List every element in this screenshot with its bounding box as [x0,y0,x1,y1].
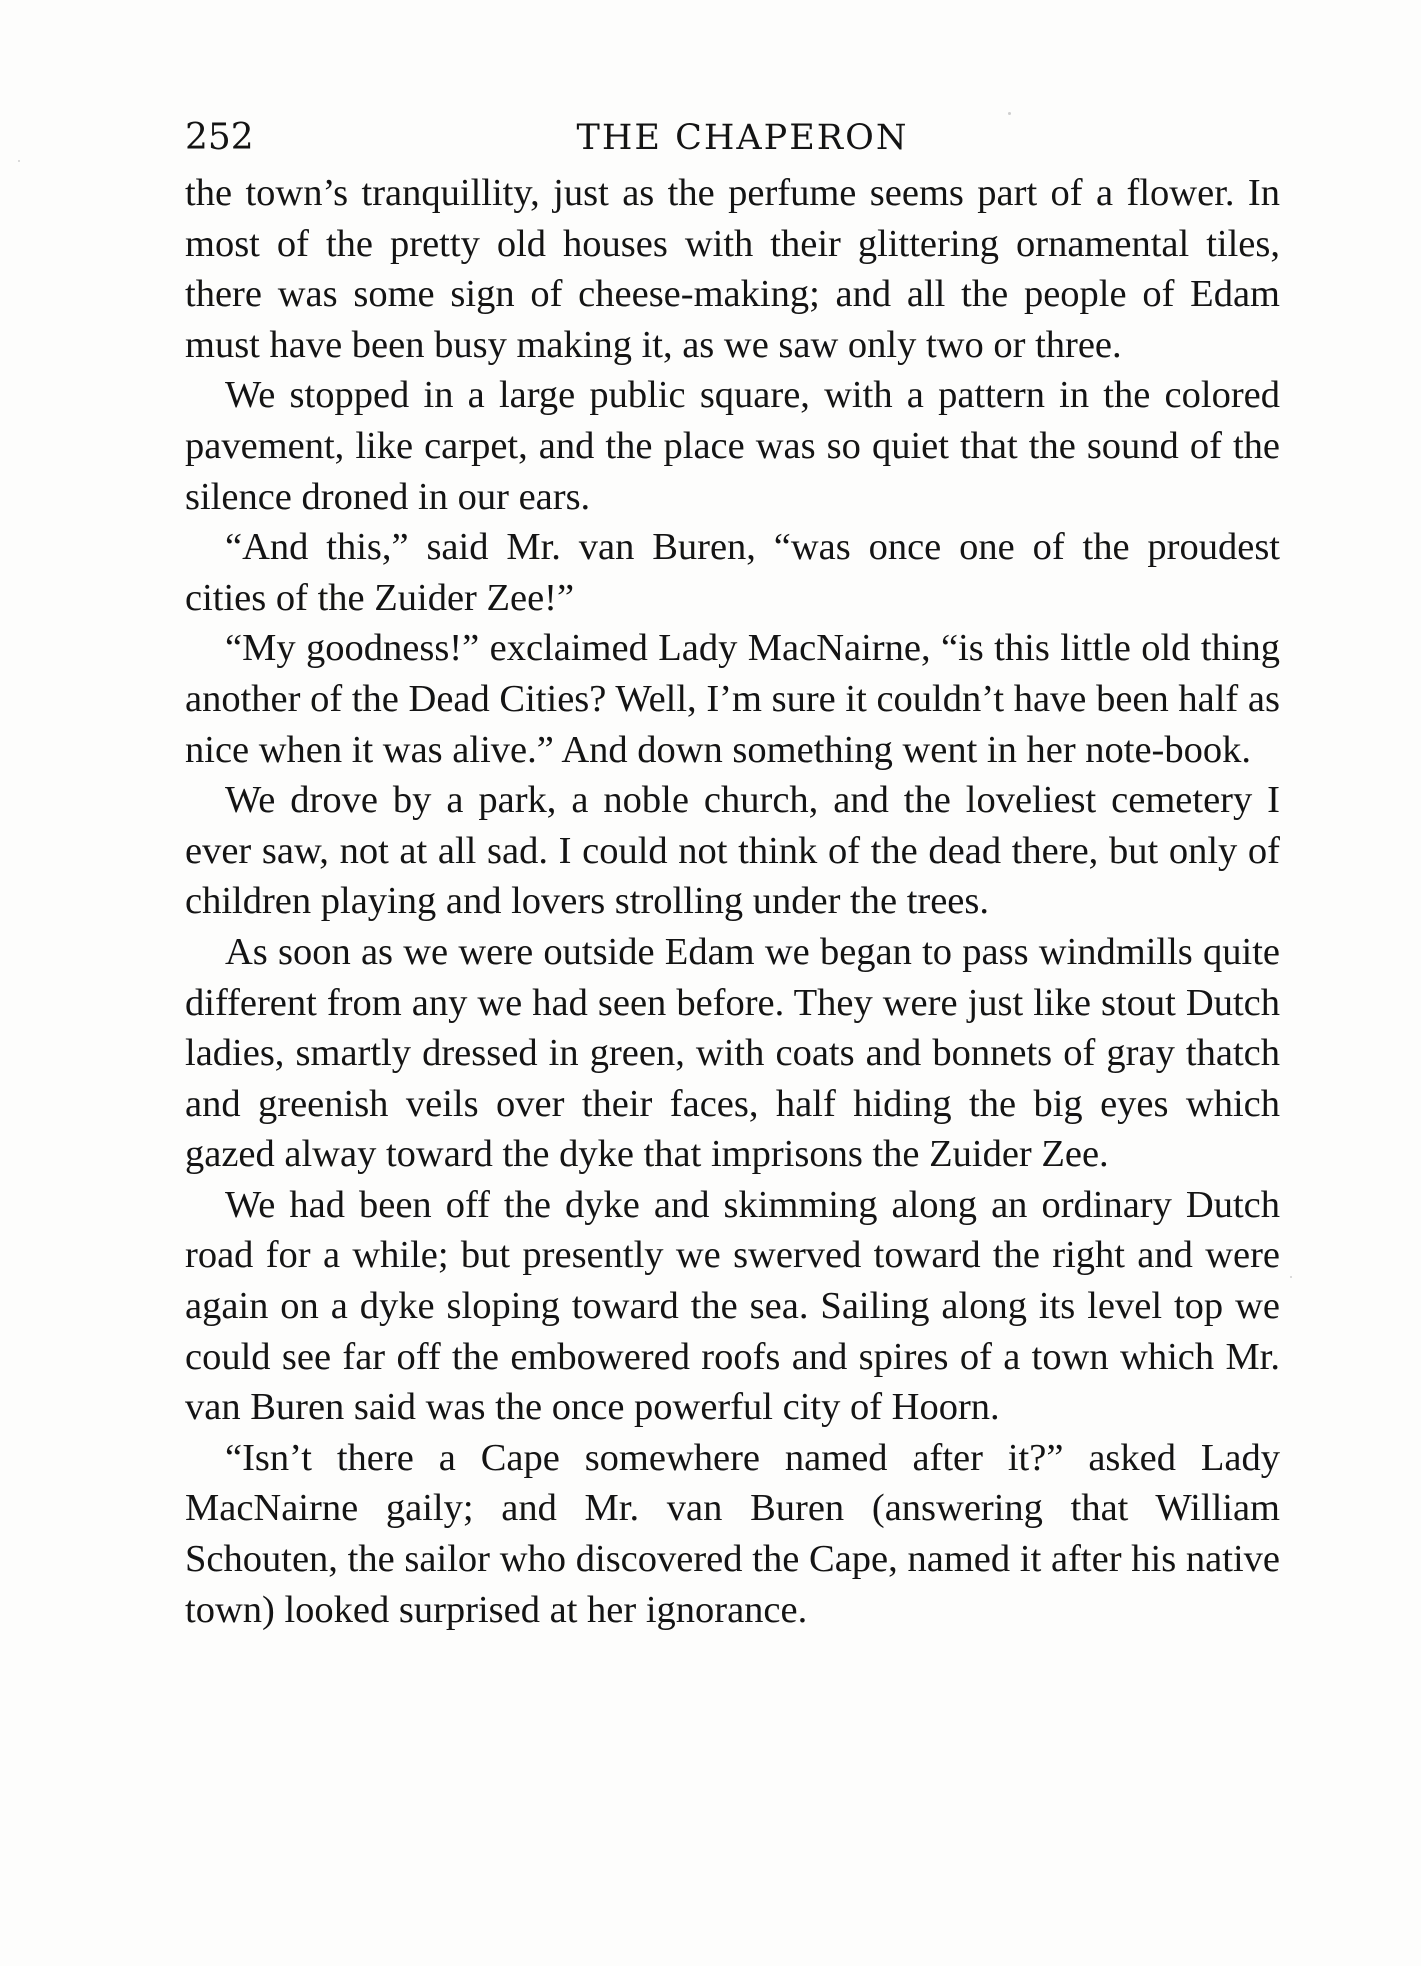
paper-speck [1008,112,1011,115]
paragraph: We drove by a park, a noble church, and the loveliest cemetery I ever saw, not at all sad. I could not think of the dead there, but only of children playing and lovers strolling under the trees. [185,779,1280,923]
body-text [185,168,1280,1635]
paper-speck [18,160,20,162]
paragraph: the town’s tranquillity, just as the perfume seems part of a flower. In most of the pretty old houses with their glittering ornamental tiles, there was some sign of cheese-making; and all the people of Edam must have been busy making it, as we saw only two or three. [185,172,1280,366]
running-head [185,108,1280,168]
paragraph: We stopped in a large public square, with a pattern in the colored pavement, like carpet, and the place was so quiet that the sound of the silence droned in our ears. [185,374,1280,518]
paragraph: We had been off the dyke and skimming along an ordinary Dutch road for a while; but presently we swerved toward the right and were again on a dyke sloping toward the sea. Sailing along its level top we could see far off the embowered roofs and spires of a town which Mr. van Buren said was the once powerful city of Hoorn. [185,1183,1280,1429]
paragraph: “Isn’t there a Cape somewhere named after it?” asked Lady MacNairne gaily; and Mr. van Buren (answering that William Schouten, the sailor who discovered the Cape, named it after his native town) looked surprised at her ignorance. [185,1436,1280,1631]
page-number: 252 [185,117,254,158]
paragraph: “And this,” said Mr. van Buren, “was once one of the proudest cities of the Zuider Zee!” [185,526,1280,619]
paragraph: As soon as we were outside Edam we began to pass windmills quite different from any we had seen before. They were just like stout Dutch ladies, smartly dressed in green, with coats and bonnets of gray thatch and greenish veils over their faces, half hiding the big eyes which gazed alway toward the dyke that imprisons the Zuider Zee. [185,930,1280,1176]
paper-speck [1290,1276,1292,1278]
paragraph: “My goodness!” exclaimed Lady MacNairne, “is this little old thing another of the Dead Cities? Well, I’m sure it couldn’t have been half as nice when it was alive.” And down something went in her note-book. [185,627,1280,771]
running-title: THE CHAPERON [576,118,909,158]
